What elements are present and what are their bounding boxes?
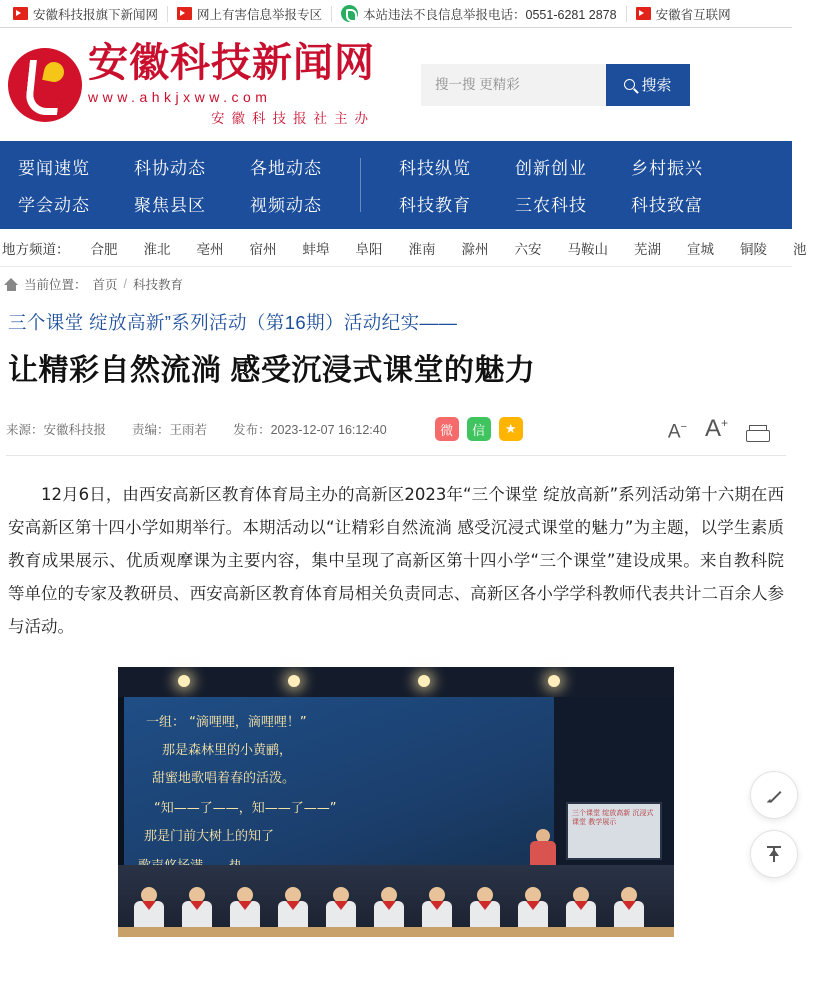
channel-tongling[interactable]: 铜陵 [740,241,767,257]
nav-group-1 [112,154,228,216]
desk-row [118,927,674,937]
channel-maanshan[interactable]: 马鞍山 [567,241,608,257]
topbar-item-1[interactable] [168,5,331,23]
nav-item-kejizonglan[interactable]: 科技纵览 [399,159,471,178]
font-increase-button[interactable]: A+ [704,415,728,442]
site-header [0,28,792,141]
article-meta [6,415,786,456]
nav-item-sannongkeji[interactable]: 三农科技 [515,196,587,215]
screen-line: 那是森林里的小黄鹂， [162,743,293,758]
channel-huainan[interactable]: 淮南 [408,241,436,257]
nav-item-jujiaoxianqu[interactable]: 聚焦县区 [134,196,206,215]
side-monitor-text: 三个课堂 绽放高新 沉浸式课堂 教学展示 [572,809,654,826]
local-channel-bar [0,229,807,267]
nav-item-xuehuidongtai[interactable]: 学会动态 [18,196,90,215]
weibo-share-icon[interactable]: 微 [435,417,459,441]
pencil-icon [766,787,783,804]
edit-button[interactable] [750,771,798,819]
arrow-up-icon [766,845,782,863]
channel-chizhou[interactable]: 池 [793,241,807,257]
article-paragraph: 12月6日，由西安高新区教育体育局主办的高新区2023年“三个课堂 绽放高新”系列活动第十六期在西安高新区第十四小学如期举行。本期活动以“让精彩自然流淌 感受沉浸式课堂的魅力”为主题，以学生素质教育成果展示、优质观摩课为主要内容，集中呈现了高新区第十四小学“三个课堂”建设成果。来自教科院等单位的专家及教研员、西安高新区教育体育局相关负责同志、高新区各小学学科教师代表共计二百余人参与活动。 [8,485,784,636]
flag-icon [13,7,28,20]
local-channel-label: 地方频道： [2,241,70,257]
channel-fuyang[interactable]: 阜阳 [355,241,383,257]
site-url: www.ahkjxww.com [88,89,272,106]
topbar-item-label: 安徽省互联网 [655,7,731,22]
breadcrumb-item-home[interactable]: 首页 [92,278,118,292]
wechat-share-icon[interactable]: 信 [467,417,491,441]
nav-item-kexiedongtai[interactable]: 科协动态 [134,159,206,178]
site-title: 安徽科技新闻网 [88,40,375,87]
article-source: 来源：安徽科技报 [6,423,107,437]
search-input[interactable] [421,64,606,106]
share-buttons [435,417,523,441]
nav-item-chuangxinchuangye[interactable]: 创新创业 [515,159,587,178]
topbar-item-label: 本站违法不良信息举报电话：0551-6281 2878 [363,7,617,22]
channel-bozhou[interactable]: 亳州 [196,241,224,257]
nav-item-shipindongtai[interactable]: 视频动态 [250,196,322,215]
nav-group-3 [377,154,493,216]
topbar-item-3[interactable] [627,5,740,23]
projection-screen [124,697,554,887]
search-icon [624,79,635,90]
nav-divider [360,158,361,212]
stage-light-icon [178,675,190,687]
logo-text-block [88,40,375,127]
back-to-top-button[interactable] [750,830,798,878]
article-publish-time: 发布：2023-12-07 16:12:40 [233,423,387,437]
flag-icon [177,7,192,20]
screen-line: 一组： “滴哩哩，滴哩哩！” [146,715,307,730]
search-button-label: 搜索 [641,77,672,94]
nav-group-5 [609,154,725,216]
nav-group-4 [493,154,609,216]
side-monitor [566,802,662,860]
channel-xuancheng[interactable]: 宣城 [687,241,714,257]
screen-line: 那是门前大树上的知了 [144,829,275,844]
figure-ceiling [118,667,674,697]
channel-luan[interactable]: 六安 [514,241,542,257]
topbar-item-2 [332,5,626,23]
channel-bengbu[interactable]: 蚌埠 [302,241,330,257]
channel-wuhu[interactable]: 芜湖 [634,241,661,257]
top-notice-bar [0,0,792,28]
nav-item-yaowensulan[interactable]: 要闻速览 [18,159,90,178]
channel-suzhou[interactable]: 宿州 [249,241,277,257]
breadcrumb-item-category[interactable]: 科技教育 [133,278,184,292]
topbar-item-label: 网上有害信息举报专区 [197,7,323,22]
nav-item-gedidongtai[interactable]: 各地动态 [250,159,322,178]
nav-item-xiangcunzhenxing[interactable]: 乡村振兴 [631,159,703,178]
nav-item-kejizhifu[interactable]: 科技致富 [631,196,703,215]
channel-hefei[interactable]: 合肥 [90,241,118,257]
flag-icon [636,7,651,20]
channel-huaibei[interactable]: 淮北 [143,241,171,257]
article-kicker: 三个课堂 绽放高新”系列活动（第16期）活动纪实—— [8,312,458,333]
nav-group-0 [14,154,112,216]
nav-group-2 [228,154,344,216]
favorite-icon[interactable]: ★ [499,417,523,441]
logo-mark-icon [8,48,82,122]
students-row [118,865,674,937]
breadcrumb-prefix: 当前位置： [24,278,87,292]
topbar-item-label: 安徽科技报旗下新闻网 [33,7,159,22]
main-navigation [0,141,792,229]
site-logo[interactable] [8,40,375,127]
nav-item-kejijiaoyu[interactable]: 科技教育 [399,196,471,215]
article-editor: 责编：王雨若 [132,423,208,437]
screen-line: “知——了——，知——了——” [154,801,337,816]
breadcrumb [0,267,792,301]
article [0,309,792,937]
topbar-item-0[interactable] [4,5,167,23]
stage-light-icon [288,675,300,687]
font-decrease-button[interactable]: A− [667,420,687,442]
stage-light-icon [548,675,560,687]
breadcrumb-separator: / [123,277,128,291]
search-button[interactable] [606,64,690,106]
site-subtitle: 安徽科技报社主办 [211,111,375,127]
channel-chuzhou[interactable]: 滁州 [461,241,489,257]
page-title: 让精彩自然流淌 感受沉浸式课堂的魅力 [8,354,536,387]
article-tools [668,415,786,443]
article-figure [118,667,674,937]
stage-light-icon [418,675,430,687]
phone-icon [341,5,358,22]
print-icon[interactable] [746,425,768,443]
search-area [421,64,690,106]
screen-line: 甜蜜地歌唱着春的活泼。 [152,771,296,786]
home-icon [4,278,18,291]
